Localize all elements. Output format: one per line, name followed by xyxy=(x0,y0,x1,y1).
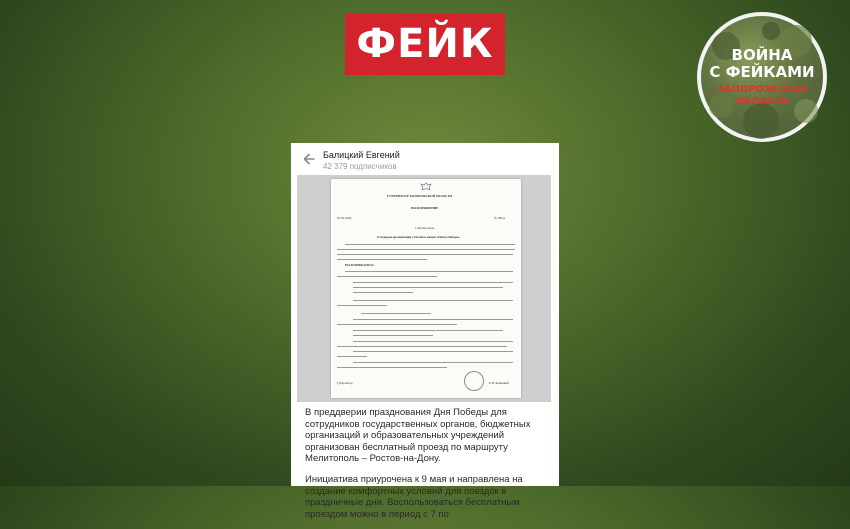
document-text-line xyxy=(353,300,513,301)
document-text-line xyxy=(337,254,513,255)
document-number: № 390-р xyxy=(494,216,506,220)
document-stamp xyxy=(464,371,484,391)
document-date: 05.05.2026 xyxy=(337,216,352,220)
document-text-line xyxy=(337,259,427,260)
document-subject: О порядке организации участия в акции «Поезд Победы» xyxy=(377,235,461,239)
document-type: РАСПОРЯЖЕНИЕ xyxy=(411,206,439,210)
document-text-line xyxy=(345,244,515,245)
document-text-line xyxy=(337,346,507,347)
post-paragraph-2: Инициатива приурочена к 9 мая и направлена на создание комфортных условий для поездок в праздничные дни. Воспользоваться бесплатным проездом можно в период с 7 по xyxy=(305,473,523,520)
document-text-line xyxy=(353,330,503,331)
subscriber-count: 42 379 подписчиков xyxy=(323,162,397,171)
war-on-fakes-logo xyxy=(697,12,827,142)
logo-line-1: ВОЙНА xyxy=(731,45,793,64)
document-photo[interactable] xyxy=(297,175,551,402)
document-text-line xyxy=(353,282,513,283)
document-text-line xyxy=(337,276,437,277)
document-signer-name: Е.В. Балицкий xyxy=(489,381,509,385)
document-text-line xyxy=(345,271,513,272)
post-text xyxy=(305,407,545,529)
document-text-line xyxy=(353,351,513,352)
document-city: г. Мелитополь xyxy=(415,226,435,230)
document-text-line xyxy=(361,313,431,314)
document-text-line xyxy=(353,335,433,336)
document-text-line xyxy=(353,319,513,320)
document-text-line xyxy=(353,287,503,288)
document-order-word: РАСПОРЯЖАЮСЬ: xyxy=(345,263,375,267)
channel-name[interactable]: Балицкий Евгений xyxy=(323,150,400,160)
document-text-line xyxy=(337,305,387,306)
document-signer-title: Губернатор xyxy=(337,381,353,385)
document-text-line xyxy=(353,362,513,363)
document-text-line xyxy=(337,324,457,325)
order-document xyxy=(331,179,521,398)
coat-of-arms-icon xyxy=(420,182,432,191)
document-text-line xyxy=(337,249,515,250)
logo-line-4: ОБЛАСТЬ xyxy=(735,95,789,107)
document-text-line xyxy=(337,356,367,357)
logo-line-2: С ФЕЙКАМИ xyxy=(709,62,815,81)
arrow-left-icon[interactable] xyxy=(302,152,316,166)
camouflage-pattern xyxy=(701,16,831,146)
post-paragraph-1: В преддверии празднования Дня Победы для сотрудников государственных органов, бюджетных организаций и образовательных учреждений организован бесплатный проезд по маршруту Мелитополь – Ростов-на-Дону. xyxy=(305,407,531,465)
document-text-line xyxy=(337,367,447,368)
document-text-line xyxy=(353,341,513,342)
logo-line-3: ЗАПОРОЖСКАЯ xyxy=(716,83,808,95)
telegram-post xyxy=(291,143,559,520)
document-header: ГУБЕРНАТОР ЗАПОРОЖСКОЙ ОБЛАСТИ xyxy=(387,194,452,198)
document-text-line xyxy=(353,292,413,293)
post-header xyxy=(291,143,559,175)
fake-label-badge: ФЕЙК xyxy=(345,13,505,75)
